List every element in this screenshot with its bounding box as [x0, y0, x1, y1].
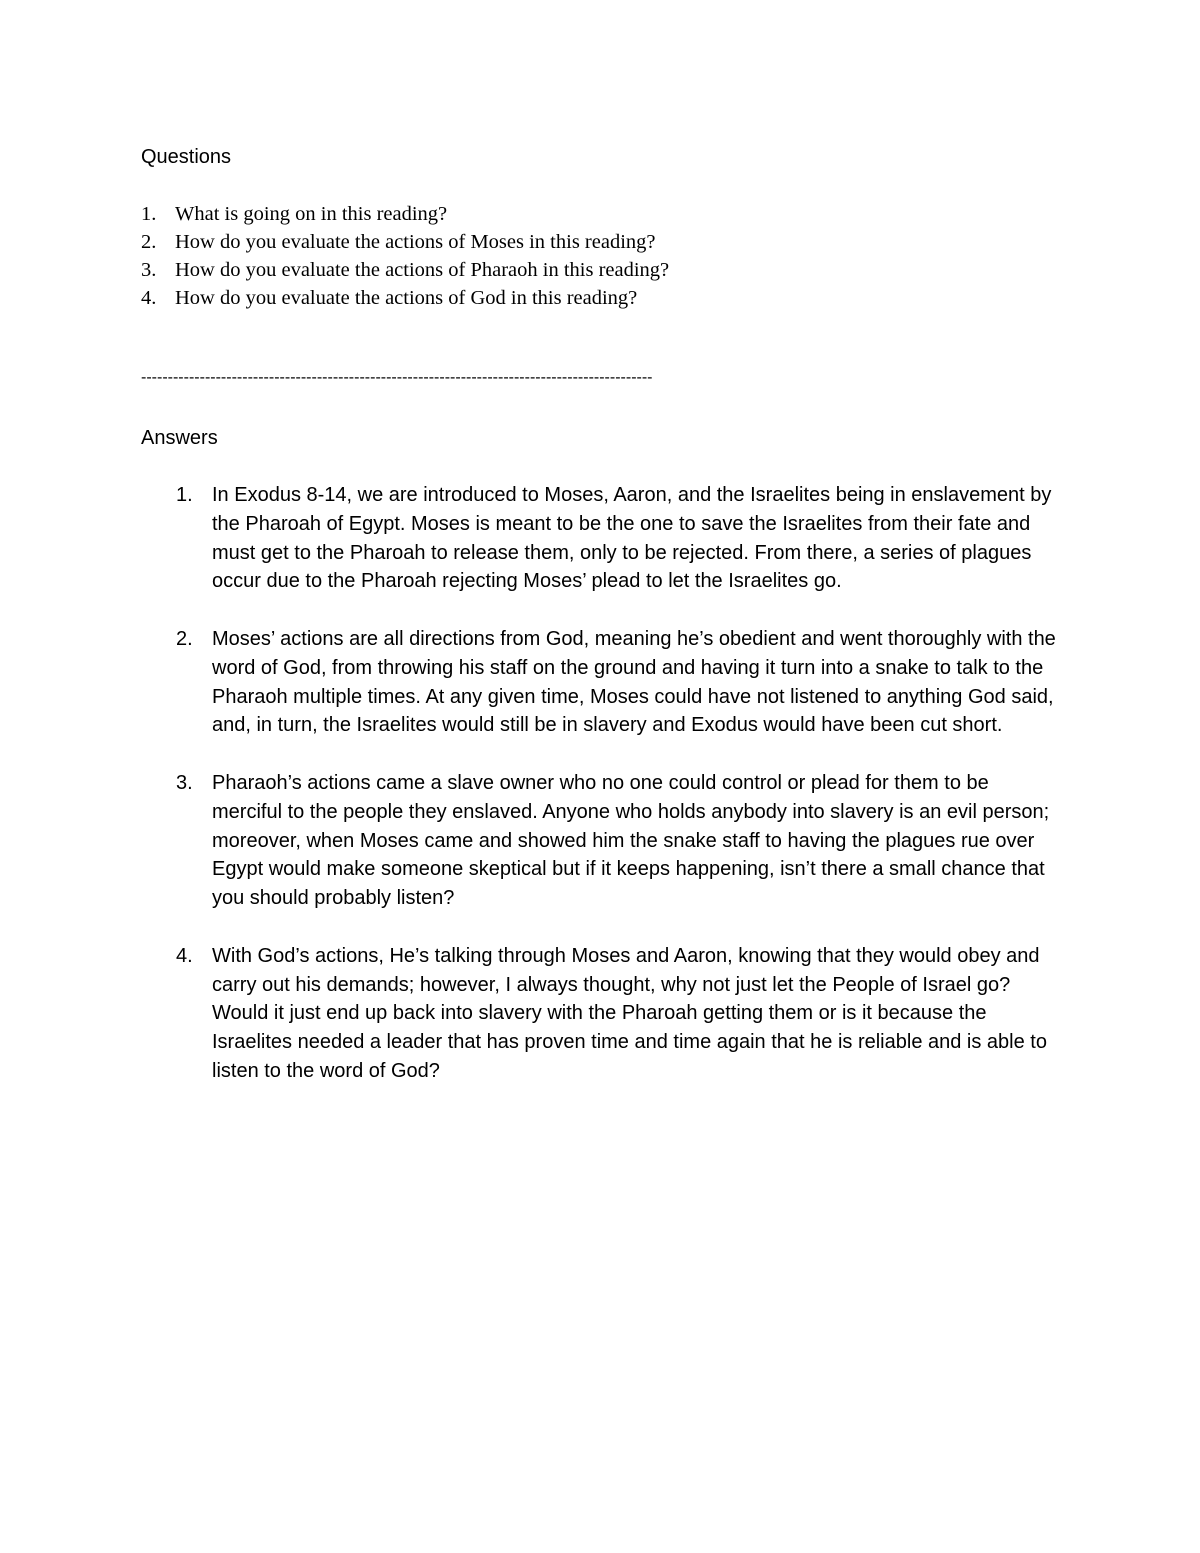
question-item [141, 256, 1041, 284]
answer-number: 1. [176, 484, 193, 506]
answer-item [176, 625, 1076, 740]
dashed-divider: ------------------------------------------------------------------------------------------------ [141, 369, 653, 386]
question-number: 3. [141, 259, 157, 281]
question-item [141, 284, 1041, 312]
question-number: 2. [141, 231, 157, 253]
answer-item [176, 769, 1076, 913]
answer-number: 4. [176, 944, 193, 967]
question-number: 4. [141, 287, 157, 309]
answers-heading: Answers [141, 427, 218, 449]
answer-text: Moses’ actions are all directions from God, meaning he’s obedient and went thoroughly with the word of God, from throwing his staff on the ground and having it turn into a snake to talk to the Pharaoh multiple times. At any given time, Moses could have not listened to anything God said, and, in turn, the Israelites would still be in slavery and Exodus would have been cut short. [212, 627, 1056, 737]
answer-item [176, 481, 1076, 596]
answer-text: With God’s actions, He’s talking through Moses and Aaron, knowing that they would obey and carry out his demands; however, I always thought, why not just let the People of Israel go? Would it just end up back into slavery with the Pharoah getting them or is it because the Israelites needed a leader that has proven time and time again that he is reliable and is able to listen to the word of God? [212, 944, 1047, 1082]
questions-heading: Questions [141, 146, 232, 168]
question-text: What is going on in this reading? [175, 203, 448, 225]
answer-text: In Exodus 8-14, we are introduced to Moses, Aaron, and the Israelites being in enslavement by the Pharoah of Egypt. Moses is meant to be the one to save the Israelites from their fate and must get to the Pharoah to release them, only to be rejected. From there, a series of plagues occur due to the Pharoah rejecting Moses’ plead to let the Israelites go. [212, 484, 1052, 593]
question-item [141, 200, 1041, 228]
question-text: How do you evaluate the actions of Pharaoh in this reading? [175, 259, 670, 281]
question-text: How do you evaluate the actions of God in this reading? [175, 287, 638, 309]
questions-list [141, 200, 1041, 312]
answer-number: 3. [176, 771, 193, 794]
answer-text: Pharaoh’s actions came a slave owner who no one could control or plead for them to be merciful to the people they enslaved. Anyone who holds anybody into slavery is an evil person; moreover, when Moses came and showed him the snake staff to having the plagues rue over Egypt would make someone skeptical but if it keeps happening, isn’t there a small chance that you should probably listen? [212, 771, 1050, 910]
question-number: 1. [141, 203, 157, 225]
answer-item [176, 942, 1076, 1086]
question-text: How do you evaluate the actions of Moses in this reading? [175, 231, 656, 253]
answer-number: 2. [176, 627, 193, 650]
answers-list [176, 481, 1076, 1115]
question-item [141, 228, 1041, 256]
